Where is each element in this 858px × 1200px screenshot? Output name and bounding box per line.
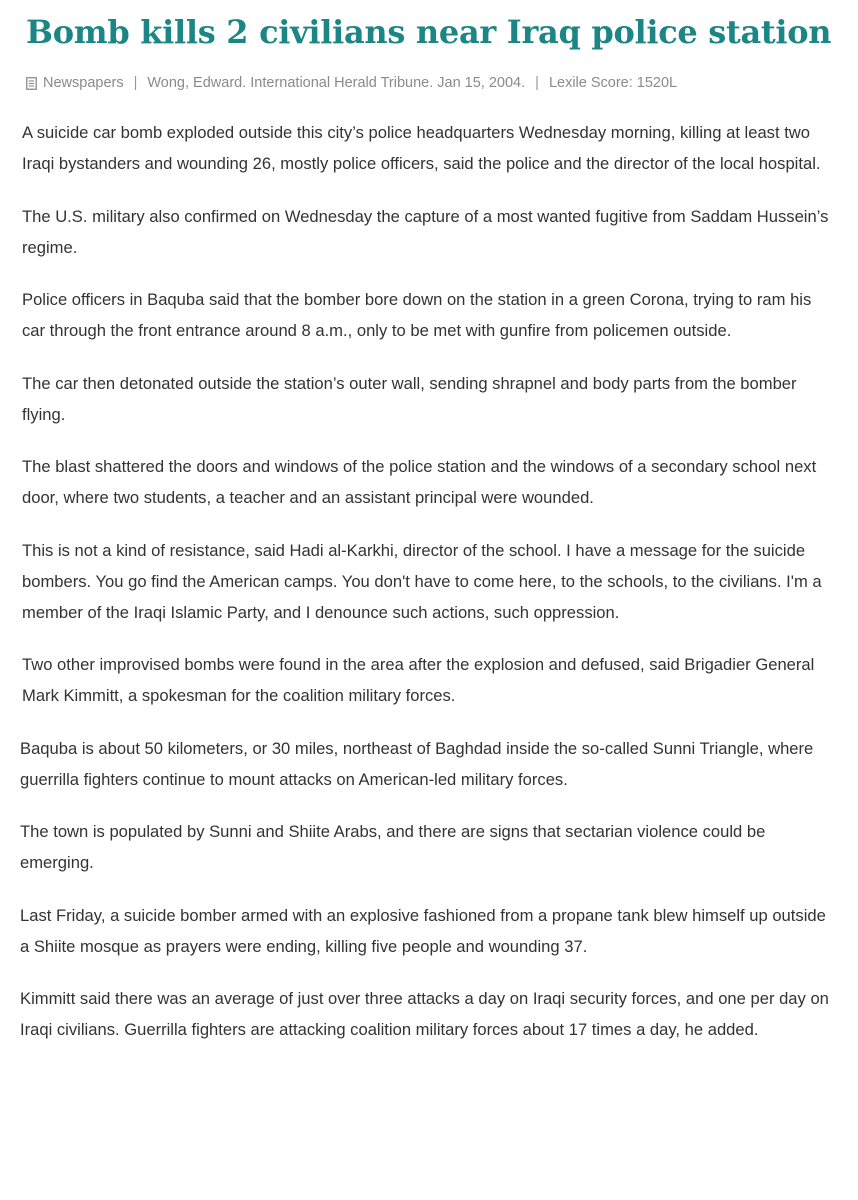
paragraph: The blast shattered the doors and windows of the police station and the windows of a secondary school next door, where two students, a teacher and an assistant principal were wounded. <box>22 457 817 507</box>
paragraph: Last Friday, a suicide bomber armed with an explosive fashioned from a propane tank blew himself up outside a Shiite mosque as prayers were ending, killing five people and wounding 37. <box>20 905 826 956</box>
article-body <box>22 117 832 1067</box>
article-title: Bomb kills 2 civilians near Iraq police station <box>26 13 832 51</box>
paragraph: Kimmitt said there was an average of just over three attacks a day on Iraqi security forces, and one per day on Iraqi civilians. Guerrilla fighters are attacking coalition military forces about 17 times a day, he added. <box>20 989 829 1039</box>
paragraph: A suicide car bomb exploded outside this city’s police headquarters Wednesday morning, killing at least two Iraqi bystanders and wounding 26, mostly police officers, said the police and the director of the local hospital. <box>22 123 821 173</box>
paragraph: Baquba is about 50 kilometers, or 30 miles, northeast of Baghdad inside the so-called Sunni Triangle, where guerrilla fighters continue to mount attacks on American-led military forces. <box>20 738 814 789</box>
paragraph: Two other improvised bombs were found in the area after the explosion and defused, said Brigadier General Mark Kimmitt, a spokesman for the coalition military forces. <box>22 655 815 705</box>
citation: Wong, Edward. International Herald Tribune. Jan 15, 2004. <box>147 75 526 91</box>
paragraph: The town is populated by Sunni and Shiite Arabs, and there are signs that sectarian violence could be emerging. <box>20 822 766 872</box>
paragraph: Police officers in Baquba said that the bomber bore down on the station in a green Corona, trying to ram his car through the front entrance around 8 a.m., only to be met with gunfire from policemen outside. <box>22 290 812 340</box>
paragraph: The car then detonated outside the station’s outer wall, sending shrapnel and body parts from the bomber flying. <box>22 373 797 424</box>
paragraph: The U.S. military also confirmed on Wednesday the capture of a most wanted fugitive from Saddam Hussein’s regime. <box>22 206 829 257</box>
document-icon <box>26 77 37 90</box>
article-meta <box>26 72 677 94</box>
paragraph: This is not a kind of resistance, said Hadi al-Karkhi, director of the school. I have a message for the suicide bombers. You go find the American camps. You don't have to come here, to the schools, to the civilians. I'm a member of the Iraqi Islamic Party, and I denounce such actions, such oppression. <box>22 540 822 622</box>
meta-separator: | <box>133 75 138 91</box>
source-type-link[interactable]: Newspapers <box>43 75 124 91</box>
meta-separator: | <box>535 75 539 91</box>
lexile-score: Lexile Score: 1520L <box>548 75 678 91</box>
